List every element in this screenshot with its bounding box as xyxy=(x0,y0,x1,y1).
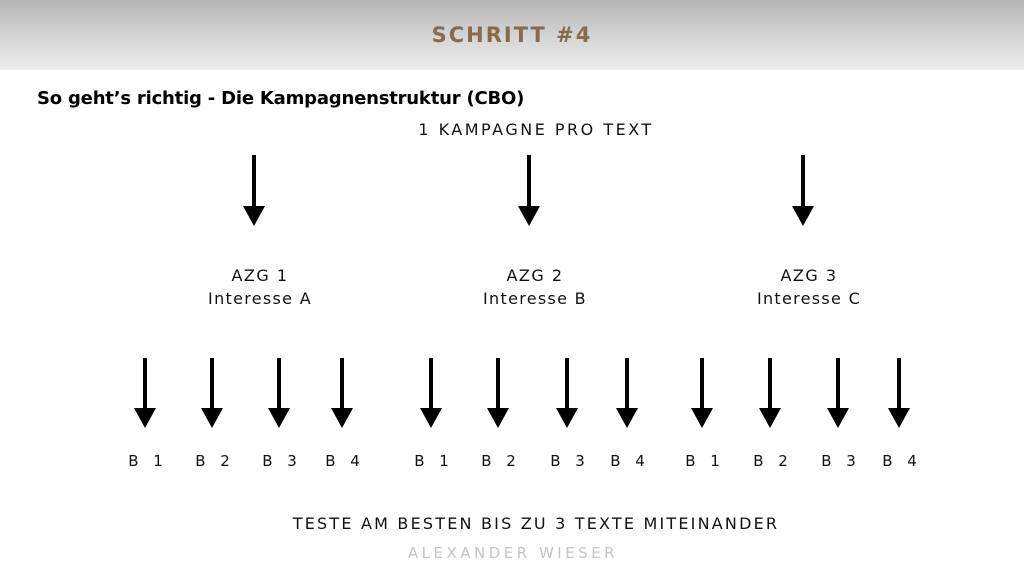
author-name: ALEXANDER WIESER xyxy=(407,544,619,562)
ad-group-2 xyxy=(435,264,635,310)
arrow-down-icon xyxy=(556,358,578,428)
ad-group-interest: Interesse B xyxy=(483,289,587,308)
ad-label: B 4 xyxy=(610,452,650,470)
arrow-down-icon xyxy=(616,358,638,428)
ad-group-interest: Interesse A xyxy=(208,289,312,308)
ad-group-name: AZG 1 xyxy=(231,266,289,285)
ad-group-interest: Interesse C xyxy=(756,289,862,308)
arrow-down-icon xyxy=(792,155,814,226)
arrow-down-icon xyxy=(134,358,156,428)
footer-text: TESTE AM BESTEN BIS ZU 3 TEXTE MITEINANDER xyxy=(292,514,780,533)
slide-subtitle: So geht’s richtig - Die Kampagnenstruktur (CBO) xyxy=(37,88,525,109)
ad-label: B 1 xyxy=(414,452,454,470)
arrow-down-icon xyxy=(243,155,265,226)
arrow-down-icon xyxy=(888,358,910,428)
arrow-down-icon xyxy=(759,358,781,428)
ad-label: B 1 xyxy=(685,452,725,470)
ad-label: B 3 xyxy=(262,452,302,470)
ad-label: B 4 xyxy=(882,452,922,470)
ad-group-3 xyxy=(709,264,909,310)
ad-label: B 2 xyxy=(753,452,793,470)
ad-group-name: AZG 3 xyxy=(780,266,838,285)
arrow-down-icon xyxy=(691,358,713,428)
arrow-down-icon xyxy=(518,155,540,226)
ad-group-1 xyxy=(160,264,360,310)
arrow-down-icon xyxy=(827,358,849,428)
campaign-label: 1 KAMPAGNE PRO TEXT xyxy=(418,120,654,139)
ad-label: B 4 xyxy=(325,452,365,470)
ad-group-name: AZG 2 xyxy=(506,266,564,285)
arrow-down-icon xyxy=(420,358,442,428)
arrow-down-icon xyxy=(487,358,509,428)
ad-label: B 3 xyxy=(550,452,590,470)
arrow-down-icon xyxy=(268,358,290,428)
header-bar xyxy=(0,0,1024,70)
arrow-down-icon xyxy=(331,358,353,428)
ad-label: B 2 xyxy=(481,452,521,470)
ad-label: B 1 xyxy=(128,452,168,470)
ad-label: B 2 xyxy=(195,452,235,470)
ad-label: B 3 xyxy=(821,452,861,470)
page-title: SCHRITT #4 xyxy=(431,23,593,47)
arrow-down-icon xyxy=(201,358,223,428)
